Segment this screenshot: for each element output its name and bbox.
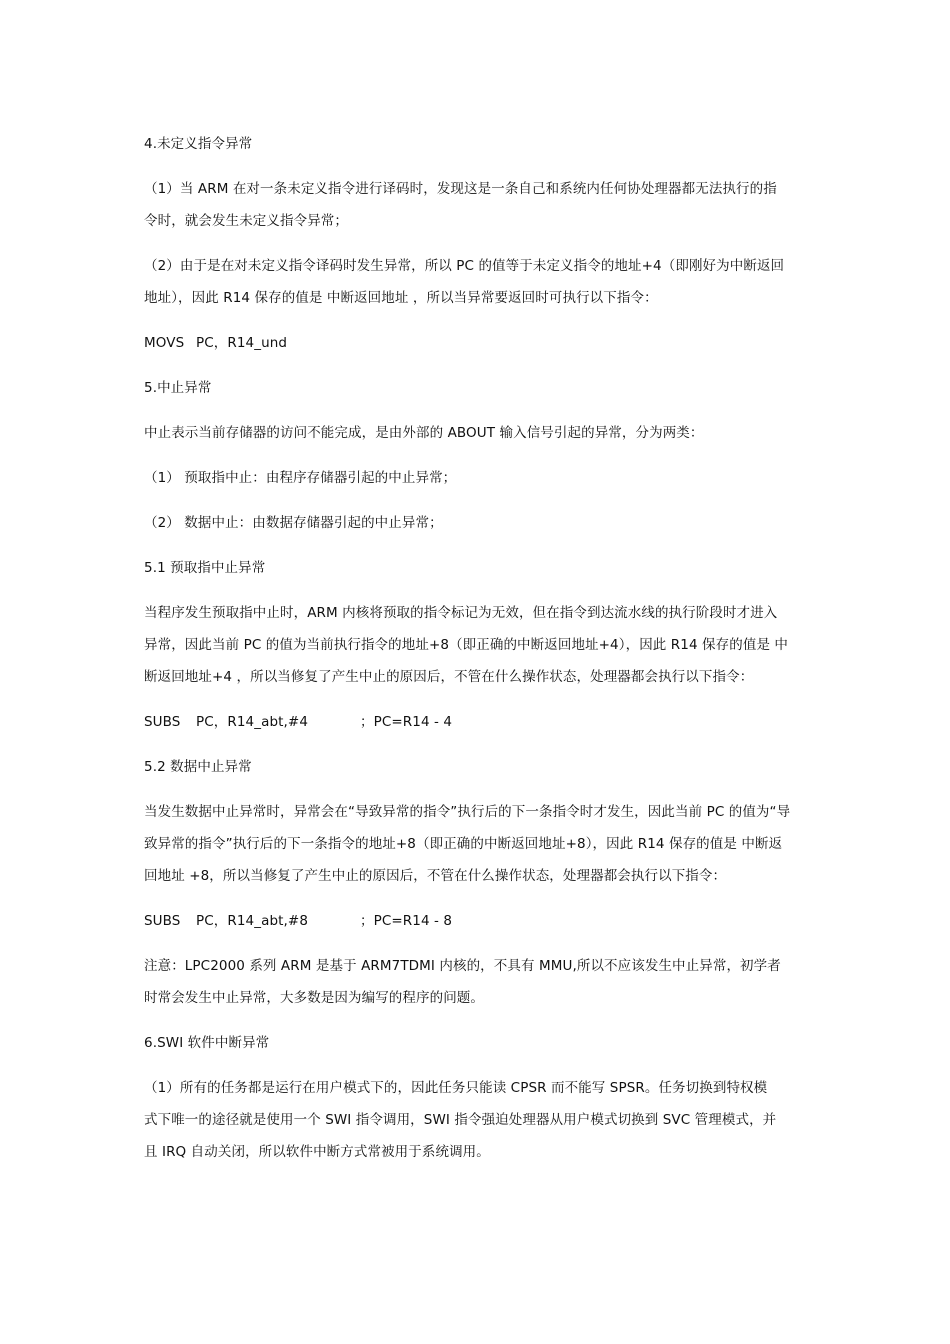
code-op: MOVS	[144, 335, 185, 351]
text-line: 式下唯一的途径就是使用一个 SWI 指令调用，SWI 指令强迫处理器从用户模式切换到 SVC 管理模式，并	[144, 1112, 777, 1128]
text-line: 4.未定义指令异常	[144, 136, 253, 152]
paragraph	[144, 128, 808, 160]
text-line: 5.中止异常	[144, 380, 212, 396]
text-line: 断返回地址+4 ，所以当修复了产生中止的原因后，不管在什么操作状态，处理器都会执行以下指令：	[144, 669, 754, 685]
text-line: 异常，因此当前 PC 的值为当前执行指令的地址+8（即正确的中断返回地址+4），因此 R14 保存的值是 中	[144, 637, 789, 653]
paragraph-gap	[144, 584, 808, 597]
paragraph-gap	[144, 160, 808, 173]
text-line: 当发生数据中止异常时，异常会在“导致异常的指令”执行后的下一条指令时才发生，因此当前 PC 的值为“导	[144, 804, 791, 820]
paragraph	[144, 950, 808, 1014]
text-line: 5.2 数据中止异常	[144, 759, 252, 775]
paragraph	[144, 597, 808, 693]
code-instruction	[144, 327, 808, 359]
paragraph-gap	[144, 1059, 808, 1072]
text-line: 时常会发生中止异常，大多数是因为编写的程序的问题。	[144, 990, 484, 1006]
paragraph	[144, 796, 808, 892]
code-line	[144, 327, 808, 359]
paragraph-gap	[144, 1014, 808, 1027]
paragraph-gap	[144, 314, 808, 327]
paragraph-gap	[144, 937, 808, 950]
paragraph	[144, 751, 808, 783]
code-args: PC，R14_abt,#8	[196, 913, 309, 929]
paragraph-gap	[144, 783, 808, 796]
code-line	[144, 905, 808, 937]
text-line: 致异常的指令”执行后的下一条指令的地址+8（即正确的中断返回地址+8），因此 R14 保存的值是 中断返	[144, 836, 783, 852]
paragraph-gap	[144, 449, 808, 462]
text-line: 地址），因此 R14 保存的值是 中断返回地址 ，所以当异常要返回时可执行以下指令：	[144, 290, 658, 306]
paragraph-gap	[144, 539, 808, 552]
paragraph-gap	[144, 738, 808, 751]
text-line: （2）由于是在对未定义指令译码时发生异常，所以 PC 的值等于未定义指令的地址+4（即刚好为中断返回	[144, 258, 785, 274]
text-line: 当程序发生预取指中止时，ARM 内核将预取的指令标记为无效，但在指令到达流水线的执行阶段时才进入	[144, 605, 778, 621]
paragraph	[144, 462, 808, 494]
text-line: 中止表示当前存储器的访问不能完成，是由外部的 ABOUT 输入信号引起的异常，分为两类：	[144, 425, 704, 441]
paragraph-gap	[144, 404, 808, 417]
paragraph-gap	[144, 892, 808, 905]
paragraph	[144, 417, 808, 449]
paragraph-gap	[144, 237, 808, 250]
paragraph	[144, 250, 808, 314]
text-line: （2） 数据中止：由数据存储器引起的中止异常；	[144, 515, 443, 531]
code-comment: ；PC=R14 - 4	[360, 714, 453, 730]
text-line: 5.1 预取指中止异常	[144, 560, 266, 576]
text-line: （1）所有的任务都是运行在用户模式下的，因此任务只能读 CPSR 而不能写 SPSR。任务切换到特权模	[144, 1080, 768, 1096]
text-line: 且 IRQ 自动关闭，所以软件中断方式常被用于系统调用。	[144, 1144, 490, 1160]
code-op: SUBS	[144, 913, 181, 929]
document-body	[144, 128, 808, 1168]
paragraph-gap	[144, 359, 808, 372]
text-line: （1） 预取指中止：由程序存储器引起的中止异常；	[144, 470, 457, 486]
paragraph	[144, 372, 808, 404]
code-op: SUBS	[144, 714, 181, 730]
text-line: 6.SWI 软件中断异常	[144, 1035, 270, 1051]
paragraph-gap	[144, 693, 808, 706]
code-line	[144, 706, 808, 738]
paragraph	[144, 1027, 808, 1059]
code-args: PC，R14_und	[196, 335, 288, 351]
paragraph-gap	[144, 494, 808, 507]
paragraph	[144, 552, 808, 584]
text-line: 注意：LPC2000 系列 ARM 是基于 ARM7TDMI 内核的，不具有 MMU,所以不应该发生中止异常，初学者	[144, 958, 781, 974]
text-line: （1）当 ARM 在对一条未定义指令进行译码时，发现这是一条自己和系统内任何协处理器都无法执行的指	[144, 181, 777, 197]
paragraph	[144, 1072, 808, 1168]
code-args: PC，R14_abt,#4	[196, 714, 309, 730]
text-line: 回地址 +8，所以当修复了产生中止的原因后，不管在什么操作状态，处理器都会执行以下指令：	[144, 868, 727, 884]
paragraph	[144, 507, 808, 539]
code-comment: ；PC=R14 - 8	[360, 913, 453, 929]
code-instruction	[144, 905, 808, 937]
paragraph	[144, 173, 808, 237]
code-instruction	[144, 706, 808, 738]
text-line: 令时，就会发生未定义指令异常；	[144, 213, 348, 229]
